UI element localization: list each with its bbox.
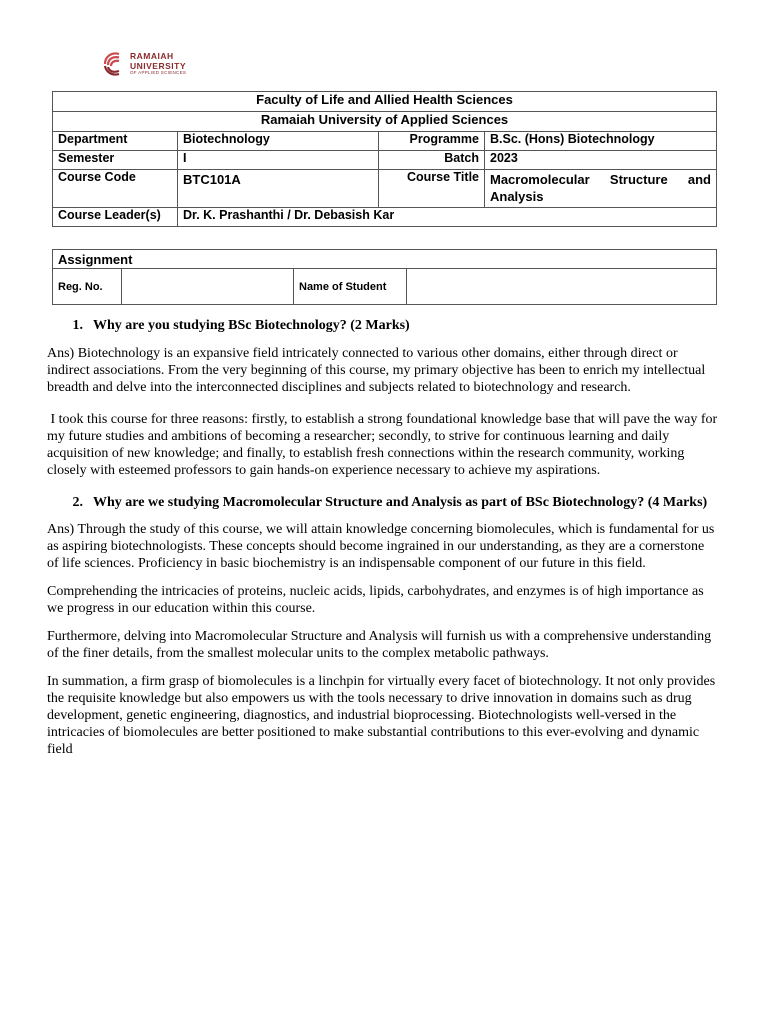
course-title-label: Course Title <box>379 170 485 208</box>
logo-emblem-icon <box>102 51 126 77</box>
reg-no-label: Reg. No. <box>53 269 122 305</box>
programme-value: B.Sc. (Hons) Biotechnology <box>485 132 717 151</box>
department-value: Biotechnology <box>178 132 379 151</box>
answer-2-paragraph-2: Comprehending the intricacies of proteins, nucleic acids, lipids, carbohydrates, and enzymes is of high importance as we progress in our education within this course. <box>47 584 704 616</box>
university-logo <box>102 51 186 77</box>
batch-label: Batch <box>379 151 485 170</box>
university-title: Ramaiah University of Applied Sciences <box>53 112 717 132</box>
assignment-content <box>47 317 719 758</box>
department-label: Department <box>53 132 178 151</box>
answer-1-paragraph-1: Ans) Biotechnology is an expansive field intricately connected to various other domains, either through direct or indirect associations. From the very beginning of this course, my primary objective has been to enrich my intellectual breadth and delve into the interconnected disciplines and subjects related to biotechnology and research. <box>47 346 709 395</box>
semester-label: Semester <box>53 151 178 170</box>
logo-line-2: UNIVERSITY <box>130 60 187 71</box>
student-name-field[interactable] <box>407 269 717 305</box>
question-1-number: 1. <box>72 318 83 333</box>
reg-no-field[interactable] <box>122 269 294 305</box>
question-2-number: 2. <box>72 495 83 510</box>
student-name-label: Name of Student <box>294 269 407 305</box>
logo-line-3: OF APPLIED SCIENCES <box>130 70 187 76</box>
course-leader-value: Dr. K. Prashanthi / Dr. Debasish Kar <box>178 208 717 227</box>
course-header-table <box>52 91 717 227</box>
question-2 <box>47 494 719 511</box>
batch-value: 2023 <box>485 151 717 170</box>
answer-1-paragraph-2: I took this course for three reasons: firstly, to establish a strong foundational knowledge base that will pave the way for my future studies and ambitions of becoming a researcher; secondly, to strive for continuous learning and daily acquisition of new knowledge; and finally, to establish fresh connections within the research community, working closely with esteemed professors to gain hands-on experience necessary to achieve my aspirations. <box>47 412 721 478</box>
question-1-text: Why are you studying BSc Biotechnology? (2 Marks) <box>93 318 410 333</box>
assignment-title: Assignment <box>53 250 717 269</box>
course-code-value: BTC101A <box>178 170 379 208</box>
question-2-text: Why are we studying Macromolecular Structure and Analysis as part of BSc Biotechnology? (4 Marks) <box>93 495 708 510</box>
course-leader-label: Course Leader(s) <box>53 208 178 227</box>
course-code-label: Course Code <box>53 170 178 208</box>
logo-line-1: RAMAIAH <box>130 51 174 62</box>
faculty-title: Faculty of Life and Allied Health Sciences <box>53 92 717 112</box>
question-1 <box>47 317 719 334</box>
programme-label: Programme <box>379 132 485 151</box>
answer-2-paragraph-1: Ans) Through the study of this course, we will attain knowledge concerning biomolecules, which is fundamental for us as aspiring biotechnologists. These concepts should become ingrained in our understanding, as they are a cornerstone of life sciences. Proficiency in basic biochemistry is an indispensable component of our future in this field. <box>47 522 715 571</box>
course-title-value: Macromolecular Structure and Analysis <box>485 170 717 208</box>
answer-2-paragraph-4: In summation, a firm grasp of biomolecules is a linchpin for virtually every facet of biotechnology. It not only provides the requisite knowledge but also empowers us with the tools necessary to drive innovation in domains such as drug development, genetic engineering, diagnostics, and industrial bioprocessing. Biotechnologists well-versed in the intricacies of biomolecules are better positioned to make substantial contributions to this ever-evolving and dynamic field <box>47 674 716 757</box>
answer-2-paragraph-3: Furthermore, delving into Macromolecular Structure and Analysis will furnish us with a comprehensive understanding of the finer details, from the smallest molecular units to the complex metabolic pathways. <box>47 629 712 661</box>
assignment-table <box>52 249 717 305</box>
semester-value: I <box>178 151 379 170</box>
